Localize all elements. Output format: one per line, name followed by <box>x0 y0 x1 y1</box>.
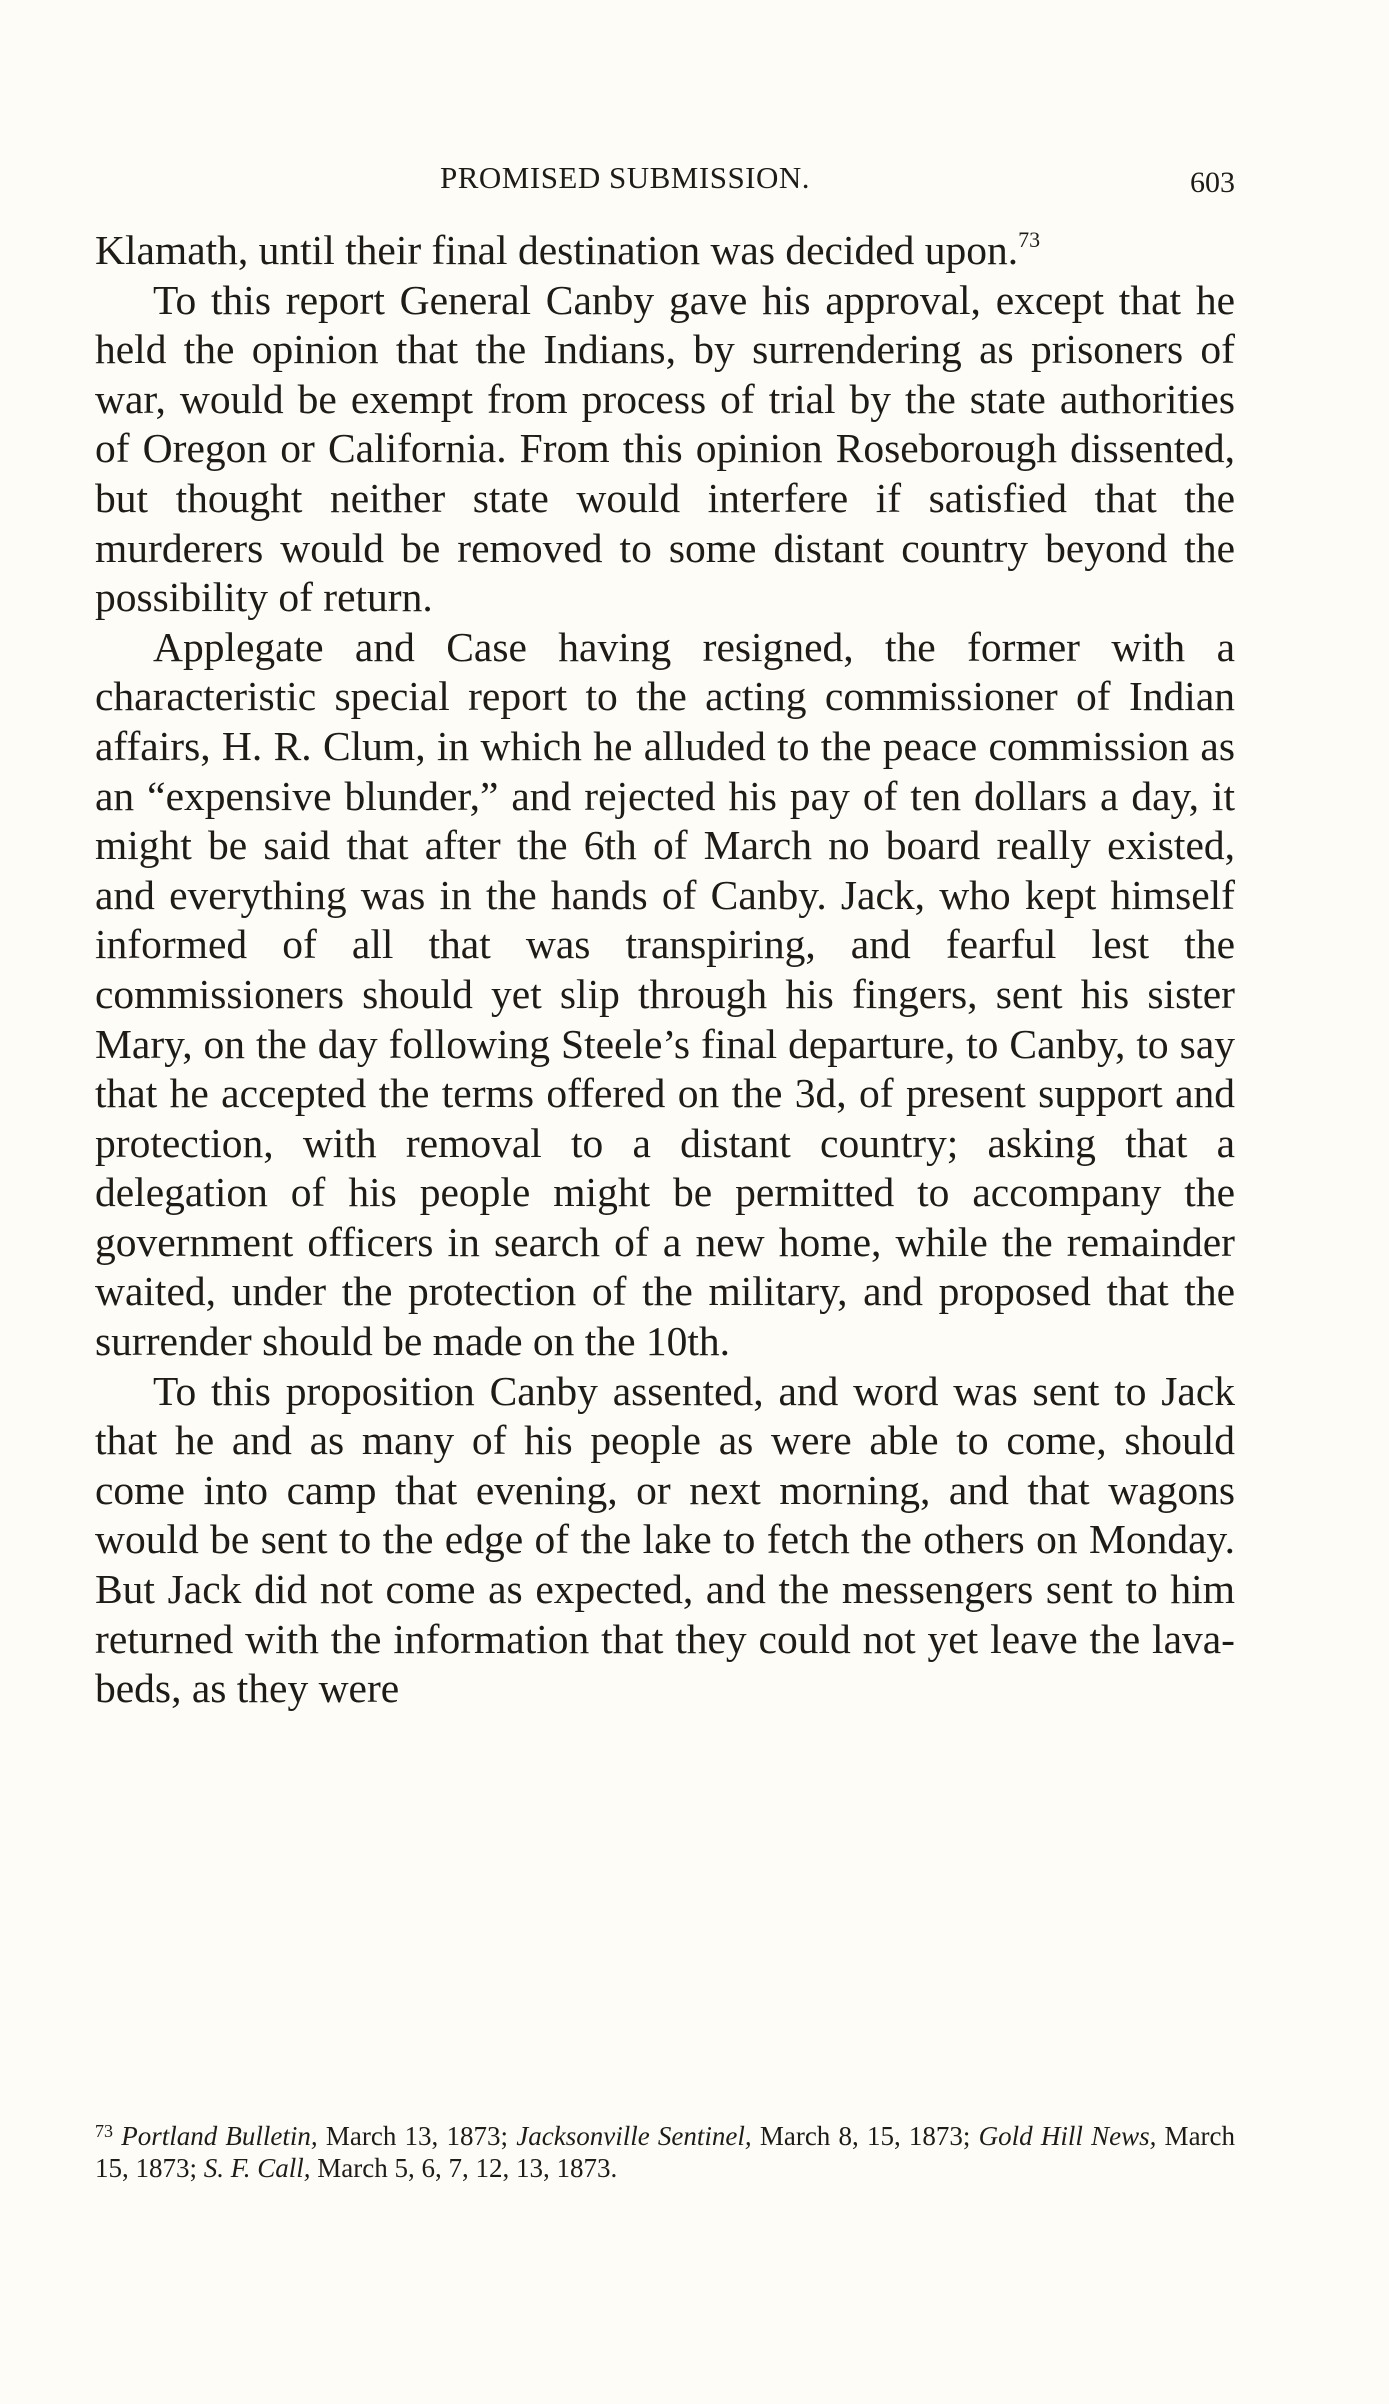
paragraph-3: Applegate and Case having resigned, the former with a characteristic special report to the acting commissioner of Indian affairs, H. R. Clum, in which he alluded to the peace commission as an “expensive blunder,” and rejected his pay of ten dollars a day, it might be said that after the 6th of March no board really existed, and everything was in the hands of Canby. Jack, who kept himself informed of all that was transpiring, and fearful lest the commissioners should yet slip through his fingers, sent his sister Mary, on the day following Steele’s final departure, to Canby, to say that he accepted the terms offered on the 3d, of present support and protection, with removal to a distant country; asking that a delegation of his people might be permitted to accompany the government officers in search of a new home, while the remainder waited, under the protection of the military, and proposed that the surrender should be made on the 10th. <box>95 623 1235 1365</box>
footnote-source-4: S. F. Call, <box>203 2153 311 2183</box>
footnote-source-3: Gold Hill News, <box>978 2121 1157 2151</box>
footnote-date-4: March 5, 6, 7, 12, 13, 1873. <box>310 2153 618 2183</box>
paragraph-1-text: Klamath, until their final destination was decided upon. <box>95 227 1019 273</box>
paragraph-4: To this proposition Canby assented, and word was sent to Jack that he and as many of his people as were able to come, should come into camp that evening, or next morning, and that wagons would be sent to the edge of the lake to fetch the others on Monday. But Jack did not come as expected, and the messengers sent to him returned with the information that they could not yet leave the lava-beds, as they were <box>95 1367 1235 1712</box>
footnote-date-2: March 8, 15, 1873; <box>751 2121 979 2151</box>
footnote-number: 73 <box>95 2121 113 2141</box>
footnote-source-2: Jacksonville Sentinel, <box>516 2121 752 2151</box>
paragraph-2: To this report General Canby gave his approval, except that he held the opinion that the Indians, by surrendering as prisoners of war, would be exempt from process of trial by the state authorities of Oregon or California. From this opinion Roseborough dissented, but thought neither state would interfere if satisfied that the murderers would be removed to some distant country beyond the possibility of return. <box>95 276 1235 621</box>
footnote-reference: 73 <box>1018 227 1041 252</box>
page-number: 603 <box>1190 166 1235 199</box>
running-title: PROMISED SUBMISSION. <box>440 160 811 195</box>
footnote-source-1: Portland Bulletin, <box>121 2121 318 2151</box>
body-text <box>95 226 1235 1714</box>
page-header <box>95 160 1235 210</box>
footnote-date-1: March 13, 1873; <box>317 2121 517 2151</box>
footnote-date-3: March 15, 1873; <box>95 2121 1236 2183</box>
paragraph-1 <box>95 226 1235 276</box>
footnote <box>95 2120 1235 2184</box>
